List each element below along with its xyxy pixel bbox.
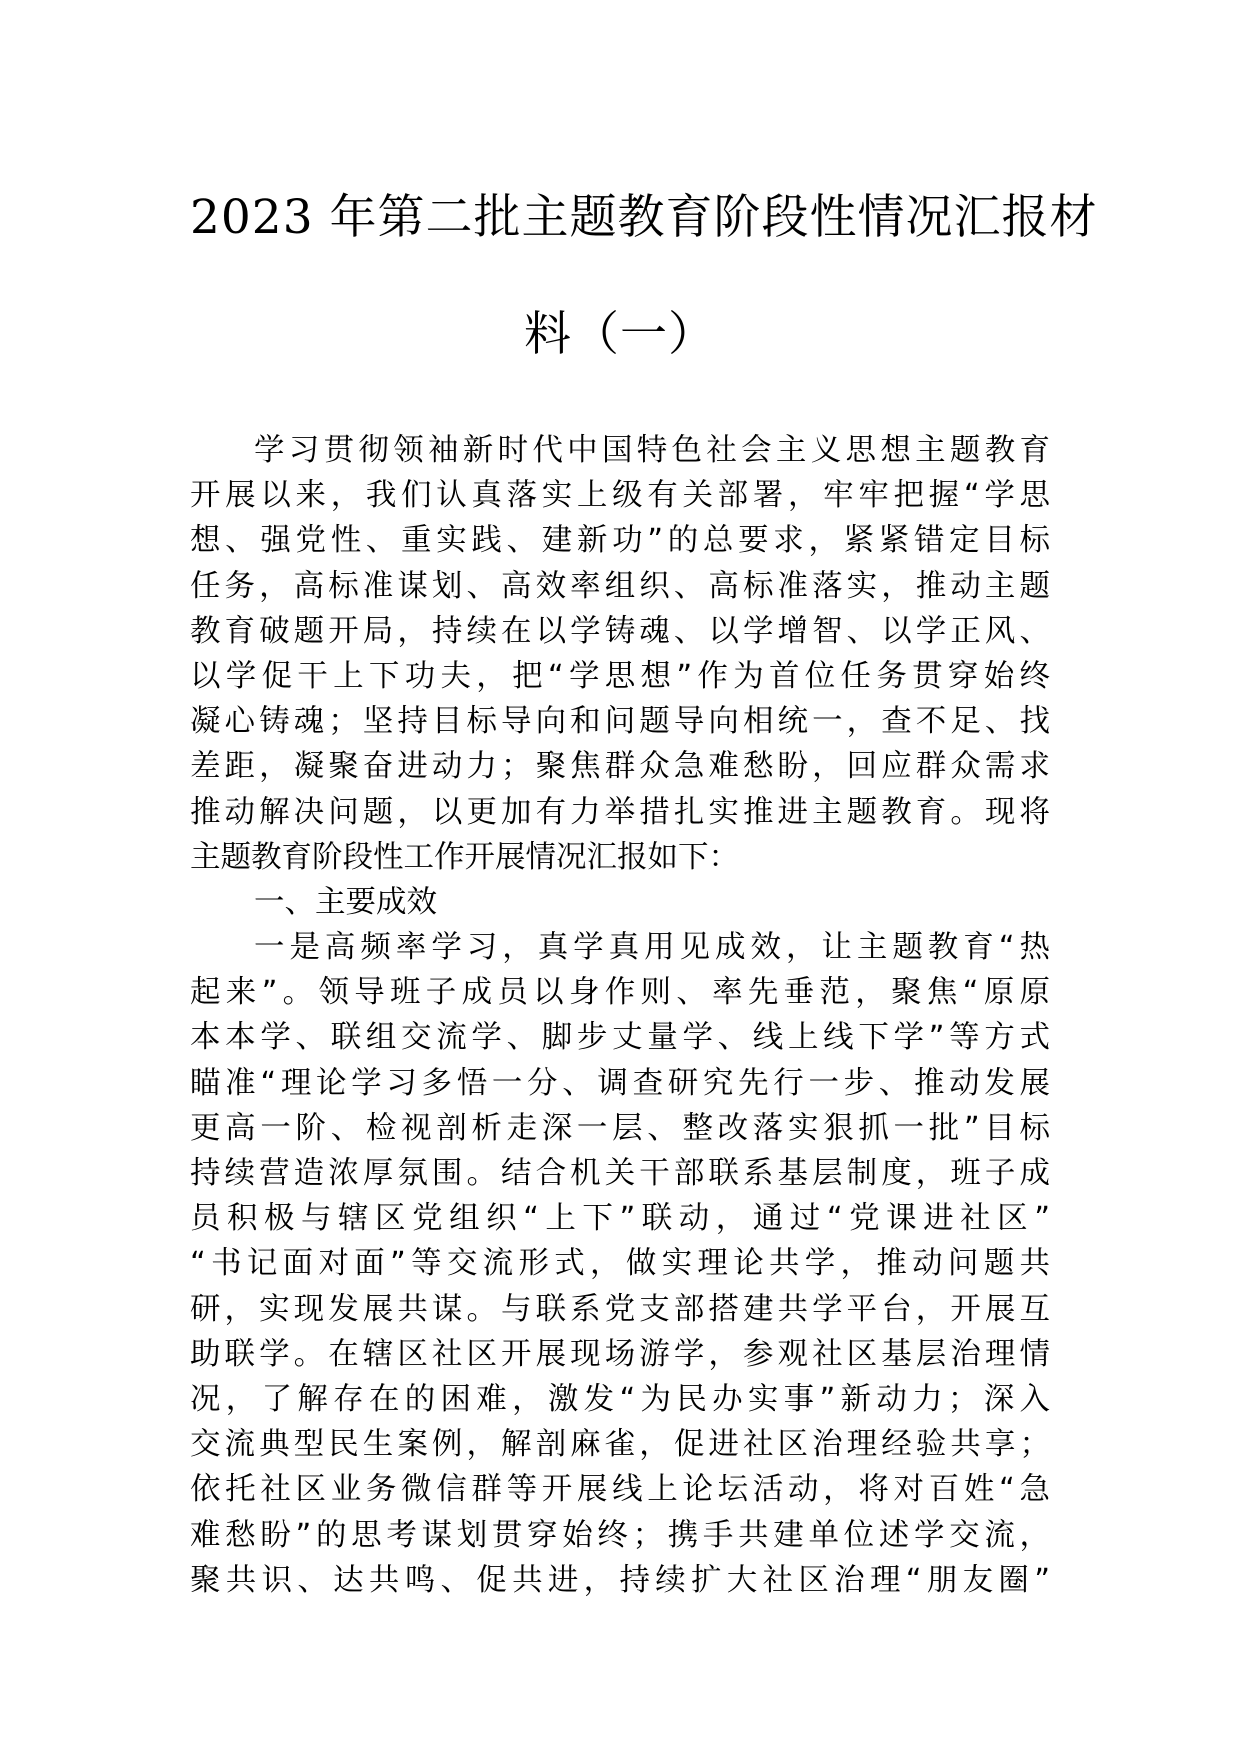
body-line: 研，实现发展共谋。与联系党支部搭建共学平台，开展互 [190, 1291, 1050, 1327]
body-line: 聚共识、达共鸣、促共进，持续扩大社区治理“朋友圈” [190, 1562, 1050, 1598]
body-line: “书记面对面”等交流形式，做实理论共学，推动问题共 [190, 1246, 1050, 1282]
body-line: 交流典型民生案例，解剖麻雀，促进社区治理经验共享； [190, 1427, 1050, 1463]
body-line: 想、强党性、重实践、建新功”的总要求，紧紧错定目标 [190, 523, 1050, 559]
body-line: 起来”。领导班子成员以身作则、率先垂范，聚焦“原原 [190, 975, 1050, 1011]
body-line: 凝心铸魂；坚持目标导向和问题导向相统一，查不足、找 [190, 704, 1050, 740]
body-line: 更高一阶、检视剖析走深一层、整改落实狠抓一批”目标 [190, 1110, 1050, 1146]
body-line: 员积极与辖区党组织“上下”联动，通过“党课进社区” [190, 1201, 1050, 1237]
body-line: 推动解决问题，以更加有力举措扎实推进主题教育。现将 [190, 794, 1050, 830]
body-line: 助联学。在辖区社区开展现场游学，参观社区基层治理情 [190, 1336, 1050, 1372]
body-line: 差距，凝聚奋进动力；聚焦群众急难愁盼，回应群众需求 [190, 749, 1050, 785]
body-line: 学习贯彻领袖新时代中国特色社会主义思想主题教育 [254, 433, 1050, 468]
body-line: 开展以来，我们认真落实上级有关部署，牢牢把握“学思 [190, 478, 1050, 514]
document-body [190, 428, 1050, 1603]
body-line: 以学促干上下功夫，把“学思想”作为首位任务贯穿始终 [190, 658, 1050, 694]
body-line: 一是高频率学习，真学真用见成效，让主题教育“热 [254, 930, 1050, 966]
body-line: 教育破题开局，持续在以学铸魂、以学增智、以学正风、 [190, 613, 1050, 649]
document-title-line-1: 2023 年第二批主题教育阶段性情况汇报材 [190, 190, 1098, 245]
body-line: 持续营造浓厚氛围。结合机关干部联系基层制度，班子成 [190, 1156, 1050, 1191]
body-line: 依托社区业务微信群等开展线上论坛活动，将对百姓“急 [190, 1472, 1050, 1508]
document-title-line-2: 料（一） [524, 307, 716, 362]
body-line: 主题教育阶段性工作开展情况汇报如下： [190, 839, 739, 875]
body-line: 难愁盼”的思考谋划贯穿始终；携手共建单位述学交流， [190, 1517, 1050, 1553]
body-line: 瞄准“理论学习多悟一分、调查研究先行一步、推动发展 [190, 1065, 1050, 1101]
body-line: 本本学、联组交流学、脚步丈量学、线上线下学”等方式 [190, 1020, 1050, 1056]
body-line: 任务，高标准谋划、高效率组织、高标准落实，推动主题 [190, 568, 1050, 604]
body-line: 况，了解存在的困难，激发“为民办实事”新动力；深入 [190, 1381, 1050, 1417]
section-heading: 一、主要成效 [254, 884, 437, 920]
